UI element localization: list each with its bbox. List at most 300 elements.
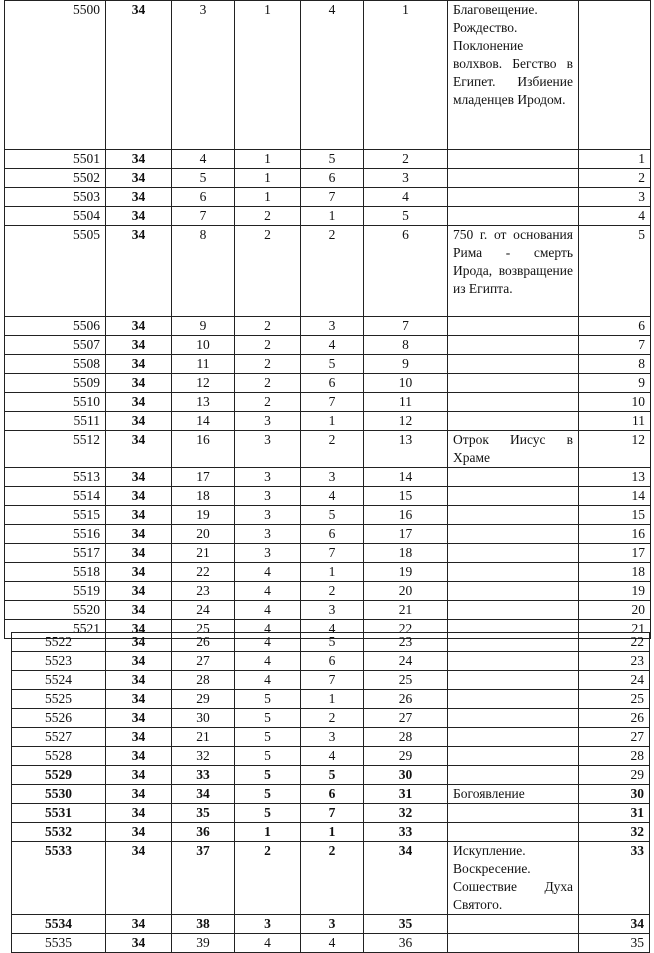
value-cell: 10	[172, 336, 235, 355]
value-cell: 1	[235, 823, 301, 842]
table-row	[5, 468, 651, 487]
value-cell: 7	[364, 317, 448, 336]
year-cell: 5523	[12, 652, 106, 671]
year-cell: 5511	[5, 412, 106, 431]
value-cell: 34	[106, 374, 172, 393]
value-cell: 1	[301, 563, 364, 582]
value-cell: 7	[301, 188, 364, 207]
value-cell: 34	[106, 804, 172, 823]
event-note-cell	[448, 525, 579, 544]
value-cell: 24	[364, 652, 448, 671]
value-cell: 34	[106, 620, 172, 639]
value-cell: 19	[172, 506, 235, 525]
value-cell: 5	[301, 506, 364, 525]
event-note-cell	[448, 601, 579, 620]
value-cell: 11	[579, 412, 651, 431]
value-cell: 1	[235, 1, 301, 150]
value-cell: 19	[579, 582, 651, 601]
value-cell: 12	[579, 431, 651, 468]
value-cell: 34	[106, 317, 172, 336]
year-cell: 5519	[5, 582, 106, 601]
value-cell: 3	[235, 412, 301, 431]
value-cell: 27	[364, 709, 448, 728]
table-row	[12, 804, 650, 823]
table-row	[5, 188, 651, 207]
table-row	[5, 1, 651, 150]
value-cell: 21	[579, 620, 651, 639]
value-cell: 2	[579, 169, 651, 188]
year-cell: 5509	[5, 374, 106, 393]
chronology-table-top	[4, 0, 651, 639]
value-cell: 24	[579, 671, 650, 690]
year-cell: 5520	[5, 601, 106, 620]
value-cell: 2	[301, 431, 364, 468]
year-cell: 5508	[5, 355, 106, 374]
year-cell: 5501	[5, 150, 106, 169]
year-cell: 5533	[12, 842, 106, 915]
table-row	[12, 690, 650, 709]
value-cell: 3	[579, 188, 651, 207]
value-cell: 4	[235, 652, 301, 671]
value-cell: 3	[235, 525, 301, 544]
value-cell: 2	[235, 374, 301, 393]
value-cell: 34	[106, 582, 172, 601]
value-cell: 14	[579, 487, 651, 506]
year-cell: 5515	[5, 506, 106, 525]
value-cell: 2	[301, 842, 364, 915]
table-row	[5, 169, 651, 188]
value-cell: 30	[172, 709, 235, 728]
value-cell: 10	[579, 393, 651, 412]
value-cell: 34	[106, 468, 172, 487]
value-cell: 26	[364, 690, 448, 709]
value-cell: 9	[172, 317, 235, 336]
value-cell: 34	[106, 1, 172, 150]
value-cell: 2	[235, 842, 301, 915]
value-cell: 26	[172, 633, 235, 652]
value-cell: 2	[301, 709, 364, 728]
value-cell: 34	[106, 842, 172, 915]
value-cell: 14	[172, 412, 235, 431]
value-cell: 2	[235, 355, 301, 374]
table-row	[5, 336, 651, 355]
value-cell: 5	[235, 766, 301, 785]
year-cell: 5503	[5, 188, 106, 207]
value-cell: 17	[364, 525, 448, 544]
value-cell: 4	[301, 747, 364, 766]
value-cell: 34	[106, 431, 172, 468]
value-cell: 13	[579, 468, 651, 487]
value-cell: 34	[579, 915, 650, 934]
event-note-cell	[448, 690, 579, 709]
year-cell: 5504	[5, 207, 106, 226]
value-cell: 34	[106, 506, 172, 525]
value-cell: 1	[364, 1, 448, 150]
year-cell: 5506	[5, 317, 106, 336]
year-cell: 5534	[12, 915, 106, 934]
value-cell: 3	[235, 468, 301, 487]
event-note-cell	[448, 804, 579, 823]
year-cell: 5524	[12, 671, 106, 690]
table-row	[12, 633, 650, 652]
value-cell: 3	[301, 468, 364, 487]
table-row	[5, 374, 651, 393]
event-note-cell	[448, 582, 579, 601]
value-cell: 4	[235, 671, 301, 690]
value-cell: 12	[172, 374, 235, 393]
chronology-table-bottom	[11, 632, 650, 953]
value-cell: 18	[579, 563, 651, 582]
value-cell: 3	[235, 544, 301, 563]
value-cell: 35	[364, 915, 448, 934]
table-row	[5, 525, 651, 544]
value-cell: 17	[579, 544, 651, 563]
value-cell: 21	[364, 601, 448, 620]
table-row	[5, 355, 651, 374]
value-cell: 2	[235, 226, 301, 317]
value-cell: 3	[301, 601, 364, 620]
value-cell: 25	[172, 620, 235, 639]
value-cell: 3	[301, 317, 364, 336]
value-cell: 22	[579, 633, 650, 652]
value-cell: 17	[172, 468, 235, 487]
event-note-cell	[448, 336, 579, 355]
year-cell: 5517	[5, 544, 106, 563]
value-cell: 25	[579, 690, 650, 709]
value-cell: 1	[579, 150, 651, 169]
table-row	[5, 393, 651, 412]
table-row	[12, 842, 650, 915]
value-cell: 3	[301, 915, 364, 934]
value-cell: 14	[364, 468, 448, 487]
table-row	[5, 431, 651, 468]
value-cell: 7	[301, 393, 364, 412]
event-note-cell	[448, 633, 579, 652]
year-cell: 5513	[5, 468, 106, 487]
event-note-cell	[448, 207, 579, 226]
value-cell: 4	[235, 620, 301, 639]
value-cell: 2	[235, 393, 301, 412]
value-cell: 6	[301, 652, 364, 671]
year-cell: 5512	[5, 431, 106, 468]
value-cell: 32	[364, 804, 448, 823]
event-note-cell: 750 г. от основания Рима - смерть Ирода, возвращение из Египта.	[448, 226, 579, 317]
value-cell: 1	[235, 169, 301, 188]
value-cell: 1	[301, 412, 364, 431]
value-cell: 6	[301, 374, 364, 393]
table-row	[12, 671, 650, 690]
value-cell: 6	[301, 525, 364, 544]
value-cell: 34	[106, 226, 172, 317]
value-cell: 20	[579, 601, 651, 620]
value-cell: 8	[172, 226, 235, 317]
value-cell: 34	[106, 207, 172, 226]
event-note-cell	[448, 355, 579, 374]
value-cell: 29	[364, 747, 448, 766]
value-cell	[579, 1, 651, 150]
value-cell: 7	[301, 804, 364, 823]
value-cell: 34	[172, 785, 235, 804]
table-row	[12, 785, 650, 804]
value-cell: 34	[364, 842, 448, 915]
event-note-cell: Богоявление	[448, 785, 579, 804]
value-cell: 34	[106, 563, 172, 582]
value-cell: 4	[172, 150, 235, 169]
value-cell: 28	[579, 747, 650, 766]
table-row	[5, 226, 651, 317]
table-row	[12, 709, 650, 728]
event-note-cell	[448, 150, 579, 169]
value-cell: 5	[301, 150, 364, 169]
value-cell: 5	[235, 747, 301, 766]
value-cell: 34	[106, 747, 172, 766]
value-cell: 34	[106, 150, 172, 169]
value-cell: 34	[106, 544, 172, 563]
value-cell: 34	[106, 393, 172, 412]
value-cell: 23	[579, 652, 650, 671]
value-cell: 24	[172, 601, 235, 620]
value-cell: 1	[301, 207, 364, 226]
value-cell: 10	[364, 374, 448, 393]
event-note-cell	[448, 915, 579, 934]
event-note-cell	[448, 169, 579, 188]
year-cell: 5525	[12, 690, 106, 709]
value-cell: 39	[172, 934, 235, 953]
value-cell: 12	[364, 412, 448, 431]
value-cell: 5	[364, 207, 448, 226]
event-note-cell	[448, 393, 579, 412]
year-cell: 5531	[12, 804, 106, 823]
value-cell: 23	[364, 633, 448, 652]
event-note-cell	[448, 468, 579, 487]
value-cell: 4	[235, 582, 301, 601]
value-cell: 4	[579, 207, 651, 226]
table-row	[12, 728, 650, 747]
table-row	[5, 601, 651, 620]
event-note-cell: Отрок Иисус в Храме	[448, 431, 579, 468]
year-cell: 5526	[12, 709, 106, 728]
value-cell: 34	[106, 188, 172, 207]
value-cell: 33	[579, 842, 650, 915]
value-cell: 2	[364, 150, 448, 169]
event-note-cell	[448, 544, 579, 563]
value-cell: 1	[235, 188, 301, 207]
table-row	[5, 150, 651, 169]
year-cell: 5507	[5, 336, 106, 355]
table-row	[12, 766, 650, 785]
value-cell: 16	[364, 506, 448, 525]
value-cell: 13	[364, 431, 448, 468]
value-cell: 36	[172, 823, 235, 842]
event-note-cell	[448, 823, 579, 842]
table-row	[5, 582, 651, 601]
value-cell: 1	[301, 690, 364, 709]
event-note-cell: Благовещение. Рождество. Поклонение волхвов. Бегство в Египет. Избиение младенцев Иродом.	[448, 1, 579, 150]
value-cell: 34	[106, 525, 172, 544]
value-cell: 34	[106, 690, 172, 709]
event-note-cell	[448, 671, 579, 690]
value-cell: 4	[301, 620, 364, 639]
value-cell: 3	[235, 506, 301, 525]
value-cell: 36	[364, 934, 448, 953]
value-cell: 7	[172, 207, 235, 226]
year-cell: 5516	[5, 525, 106, 544]
value-cell: 18	[172, 487, 235, 506]
value-cell: 34	[106, 671, 172, 690]
year-cell: 5530	[12, 785, 106, 804]
value-cell: 34	[106, 709, 172, 728]
year-cell: 5522	[12, 633, 106, 652]
value-cell: 4	[301, 1, 364, 150]
year-cell: 5518	[5, 563, 106, 582]
value-cell: 33	[364, 823, 448, 842]
table-row	[5, 412, 651, 431]
event-note-cell	[448, 487, 579, 506]
table-row	[12, 915, 650, 934]
value-cell: 4	[235, 563, 301, 582]
value-cell: 3	[301, 728, 364, 747]
table-row	[5, 544, 651, 563]
value-cell: 2	[301, 582, 364, 601]
value-cell: 19	[364, 563, 448, 582]
event-note-cell	[448, 652, 579, 671]
value-cell: 34	[106, 766, 172, 785]
table-row	[5, 506, 651, 525]
value-cell: 4	[235, 633, 301, 652]
value-cell: 5	[301, 766, 364, 785]
value-cell: 20	[364, 582, 448, 601]
value-cell: 34	[106, 336, 172, 355]
value-cell: 34	[106, 785, 172, 804]
value-cell: 6	[301, 169, 364, 188]
table-row	[5, 207, 651, 226]
value-cell: 34	[106, 169, 172, 188]
value-cell: 26	[579, 709, 650, 728]
value-cell: 22	[172, 563, 235, 582]
value-cell: 4	[364, 188, 448, 207]
value-cell: 6	[364, 226, 448, 317]
event-note-cell	[448, 563, 579, 582]
value-cell: 3	[235, 431, 301, 468]
value-cell: 28	[364, 728, 448, 747]
value-cell: 34	[106, 355, 172, 374]
value-cell: 34	[106, 728, 172, 747]
value-cell: 6	[172, 188, 235, 207]
table-row	[5, 563, 651, 582]
value-cell: 9	[579, 374, 651, 393]
value-cell: 7	[301, 671, 364, 690]
event-note-cell	[448, 317, 579, 336]
value-cell: 25	[364, 671, 448, 690]
value-cell: 28	[172, 671, 235, 690]
value-cell: 5	[301, 355, 364, 374]
value-cell: 27	[579, 728, 650, 747]
value-cell: 13	[172, 393, 235, 412]
year-cell: 5532	[12, 823, 106, 842]
value-cell: 38	[172, 915, 235, 934]
event-note-cell	[448, 412, 579, 431]
value-cell: 21	[172, 728, 235, 747]
value-cell: 34	[106, 601, 172, 620]
value-cell: 32	[579, 823, 650, 842]
value-cell: 5	[301, 633, 364, 652]
value-cell: 31	[364, 785, 448, 804]
value-cell: 4	[235, 934, 301, 953]
value-cell: 3	[364, 169, 448, 188]
year-cell: 5510	[5, 393, 106, 412]
value-cell: 20	[172, 525, 235, 544]
value-cell: 22	[364, 620, 448, 639]
value-cell: 7	[301, 544, 364, 563]
value-cell: 5	[579, 226, 651, 317]
value-cell: 16	[579, 525, 651, 544]
value-cell: 35	[172, 804, 235, 823]
value-cell: 30	[364, 766, 448, 785]
table-row	[12, 823, 650, 842]
value-cell: 27	[172, 652, 235, 671]
year-cell: 5529	[12, 766, 106, 785]
value-cell: 31	[579, 804, 650, 823]
value-cell: 34	[106, 934, 172, 953]
value-cell: 5	[235, 690, 301, 709]
year-cell: 5535	[12, 934, 106, 953]
value-cell: 29	[579, 766, 650, 785]
value-cell: 34	[106, 915, 172, 934]
event-note-cell	[448, 728, 579, 747]
value-cell: 3	[235, 915, 301, 934]
event-note-cell	[448, 747, 579, 766]
value-cell: 9	[364, 355, 448, 374]
value-cell: 5	[235, 804, 301, 823]
event-note-cell	[448, 506, 579, 525]
value-cell: 29	[172, 690, 235, 709]
value-cell: 6	[301, 785, 364, 804]
table-row	[5, 317, 651, 336]
value-cell: 23	[172, 582, 235, 601]
value-cell: 30	[579, 785, 650, 804]
value-cell: 34	[106, 487, 172, 506]
value-cell: 21	[172, 544, 235, 563]
value-cell: 2	[235, 207, 301, 226]
value-cell: 34	[106, 652, 172, 671]
value-cell: 34	[106, 823, 172, 842]
value-cell: 4	[301, 336, 364, 355]
value-cell: 8	[364, 336, 448, 355]
value-cell: 35	[579, 934, 650, 953]
table-row	[5, 487, 651, 506]
value-cell: 7	[579, 336, 651, 355]
value-cell: 4	[301, 934, 364, 953]
value-cell: 37	[172, 842, 235, 915]
value-cell: 15	[364, 487, 448, 506]
table-row	[12, 652, 650, 671]
value-cell: 33	[172, 766, 235, 785]
value-cell: 34	[106, 633, 172, 652]
value-cell: 2	[301, 226, 364, 317]
year-cell: 5505	[5, 226, 106, 317]
value-cell: 34	[106, 412, 172, 431]
table-row	[12, 747, 650, 766]
event-note-cell	[448, 766, 579, 785]
value-cell: 1	[301, 823, 364, 842]
value-cell: 5	[172, 169, 235, 188]
value-cell: 5	[235, 785, 301, 804]
event-note-cell: Искупление. Воскресение. Сошествие Духа Святого.	[448, 842, 579, 915]
event-note-cell	[448, 709, 579, 728]
value-cell: 1	[235, 150, 301, 169]
year-cell: 5521	[5, 620, 106, 639]
value-cell: 4	[301, 487, 364, 506]
